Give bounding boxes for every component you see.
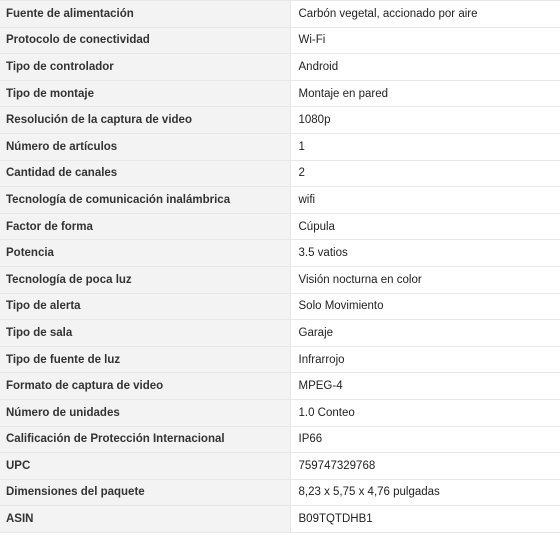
table-row — [0, 399, 560, 426]
spec-label: Cantidad de canales — [0, 160, 290, 187]
spec-value: Cúpula — [290, 213, 560, 240]
spec-value: Android — [290, 54, 560, 81]
spec-value: Solo Movimiento — [290, 293, 560, 320]
spec-label: Resolución de la captura de video — [0, 107, 290, 134]
table-row — [0, 27, 560, 54]
spec-value: 1080p — [290, 107, 560, 134]
table-row — [0, 346, 560, 373]
spec-value: 1.0 Conteo — [290, 399, 560, 426]
spec-label: Tipo de sala — [0, 320, 290, 347]
spec-value: 759747329768 — [290, 453, 560, 480]
table-row — [0, 160, 560, 187]
spec-value: Wi-Fi — [290, 27, 560, 54]
spec-label: Factor de forma — [0, 213, 290, 240]
spec-value: Carbón vegetal, accionado por aire — [290, 1, 560, 28]
spec-value: B09TQTDHB1 — [290, 506, 560, 533]
spec-value: 8,23 x 5,75 x 4,76 pulgadas — [290, 479, 560, 506]
spec-value: Visión nocturna en color — [290, 266, 560, 293]
table-row — [0, 1, 560, 28]
table-row — [0, 293, 560, 320]
spec-value: MPEG-4 — [290, 373, 560, 400]
table-row — [0, 187, 560, 214]
spec-label: Tecnología de comunicación inalámbrica — [0, 187, 290, 214]
spec-label: Calificación de Protección Internacional — [0, 426, 290, 453]
table-row — [0, 426, 560, 453]
table-row — [0, 506, 560, 533]
table-row — [0, 54, 560, 81]
table-row — [0, 80, 560, 107]
table-row — [0, 320, 560, 347]
spec-label: UPC — [0, 453, 290, 480]
table-row — [0, 213, 560, 240]
spec-label: Tipo de alerta — [0, 293, 290, 320]
table-row — [0, 133, 560, 160]
table-row — [0, 479, 560, 506]
spec-label: Fuente de alimentación — [0, 1, 290, 28]
spec-label: Tecnología de poca luz — [0, 266, 290, 293]
spec-label: Tipo de montaje — [0, 80, 290, 107]
spec-table-body — [0, 1, 560, 533]
spec-label: Potencia — [0, 240, 290, 267]
table-row — [0, 240, 560, 267]
spec-label: Número de unidades — [0, 399, 290, 426]
spec-label: Formato de captura de video — [0, 373, 290, 400]
table-row — [0, 107, 560, 134]
spec-label: Número de artículos — [0, 133, 290, 160]
spec-value: IP66 — [290, 426, 560, 453]
spec-label: ASIN — [0, 506, 290, 533]
spec-value: 1 — [290, 133, 560, 160]
spec-value: wifi — [290, 187, 560, 214]
table-row — [0, 373, 560, 400]
spec-label: Dimensiones del paquete — [0, 479, 290, 506]
spec-value: Montaje en pared — [290, 80, 560, 107]
spec-label: Tipo de fuente de luz — [0, 346, 290, 373]
table-row — [0, 266, 560, 293]
spec-value: 2 — [290, 160, 560, 187]
spec-value: Garaje — [290, 320, 560, 347]
table-row — [0, 453, 560, 480]
spec-value: Infrarrojo — [290, 346, 560, 373]
spec-label: Tipo de controlador — [0, 54, 290, 81]
spec-value: 3.5 vatios — [290, 240, 560, 267]
spec-label: Protocolo de conectividad — [0, 27, 290, 54]
